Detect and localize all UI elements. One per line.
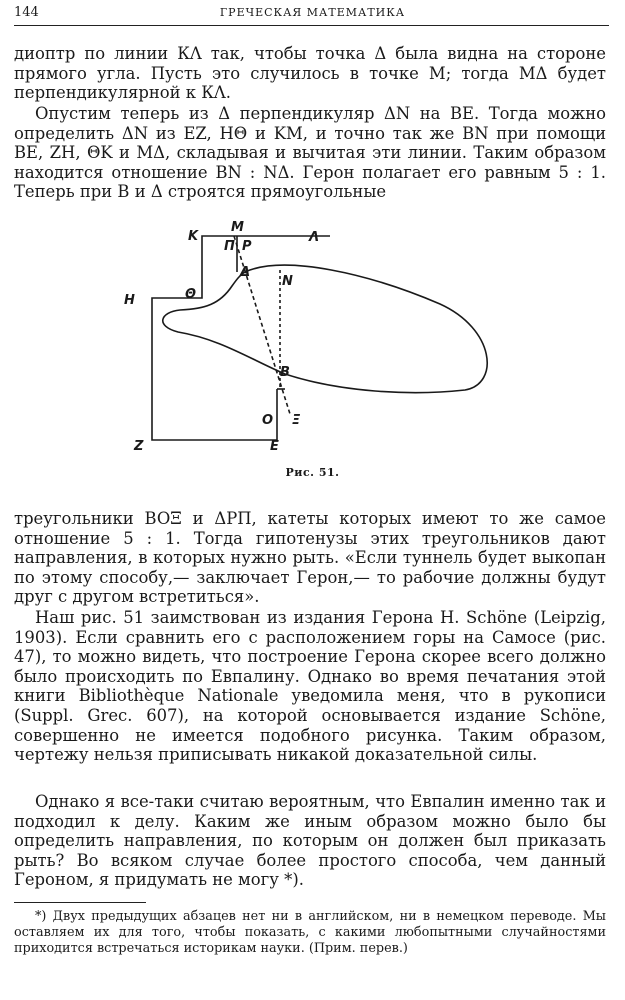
figure-51-drawing bbox=[110, 214, 510, 494]
mountain-outline bbox=[163, 265, 487, 392]
figure-caption: Рис. 51. bbox=[285, 466, 340, 479]
label-N: N bbox=[282, 274, 293, 289]
label-Theta: Θ bbox=[185, 287, 197, 302]
label-Xi: Ξ bbox=[292, 413, 301, 428]
footnote: *) Двух предыдущих абзацев нет ни в английском, ни в немецком переводе. Мы оставляем их для того, чтобы показать, с какими любопытными случайностями приходится встречаться историкам науки. (Прим. перев.) bbox=[14, 909, 606, 956]
hypotenuse-dashed bbox=[234, 236, 290, 414]
footnote-rule bbox=[14, 902, 146, 903]
label-Pi: П bbox=[224, 239, 235, 254]
label-E: E bbox=[270, 439, 279, 454]
paragraph-1: диоптр по линии КΛ так, чтобы точка Δ была видна на стороне прямого угла. Пусть это случилось в точке М; тогда МΔ будет перпендикулярной к КΛ. bbox=[14, 44, 606, 103]
running-head: ГРЕЧЕСКАЯ МАТЕМАТИКА bbox=[219, 6, 406, 19]
label-O: O bbox=[262, 413, 274, 428]
label-P: P bbox=[242, 239, 252, 254]
paragraph-2: Опустим теперь из Δ перпендикуляр ΔN на BE. Тогда можно определить ΔN из EZ, HΘ и KM, и точно так же BN при помощи BE, ZH, ΘK и MΔ, складывая и вычитая эти линии. Таким образом находится отношение BN : NΔ. Герон полагает его равным 5 : 1. Теперь при В и Δ строятся прямоугольные bbox=[14, 104, 606, 202]
figure-construction-lines bbox=[152, 236, 487, 440]
label-Delta: Δ bbox=[240, 265, 251, 280]
label-K: K bbox=[188, 229, 199, 244]
label-Z: Z bbox=[134, 439, 144, 454]
page-number: 144 bbox=[14, 5, 39, 20]
paragraph-5: Однако я все-таки считаю вероятным, что Евпалин именно так и подходил к делу. Каким же иным образом можно было бы определить направления, по которым он должен был приказать рыть? Во всяком случае более простого способа, чем данный Героном, я придумать не могу *). bbox=[14, 792, 606, 890]
paragraph-4: Наш рис. 51 заимствован из издания Герона H. Schöne (Leipzig, 1903). Если сравнить его с расположением горы на Самосе (рис. 47), то можно видеть, что построение Герона скорее всего должно было происходить по Евпалину. Однако во время печатания этой книги Bibliothèque Nationale уведомила меня, что в рукописи (Suppl. Grec. 607), на которой основывается издание Schöne, совершенно не имеется подобного рисунка. Таким образом, чертежу нельзя приписывать никакой доказательной силы. bbox=[14, 608, 606, 765]
paragraph-3: треугольники BOΞ и ΔРП, катеты которых имеют то же самое отношение 5 : 1. Тогда гипотенузы этих треугольников дают направления, в которых нужно рыть. «Если туннель будет выкопан по этому способу,— заключает Герон,— то рабочие должны будут друг с другом встретиться». bbox=[14, 509, 606, 607]
figure-51 bbox=[110, 214, 510, 494]
label-M: M bbox=[231, 220, 244, 235]
header-rule bbox=[14, 25, 609, 26]
label-Lambda: Λ bbox=[309, 230, 320, 245]
label-H: H bbox=[124, 293, 135, 308]
label-B: B bbox=[280, 365, 290, 380]
